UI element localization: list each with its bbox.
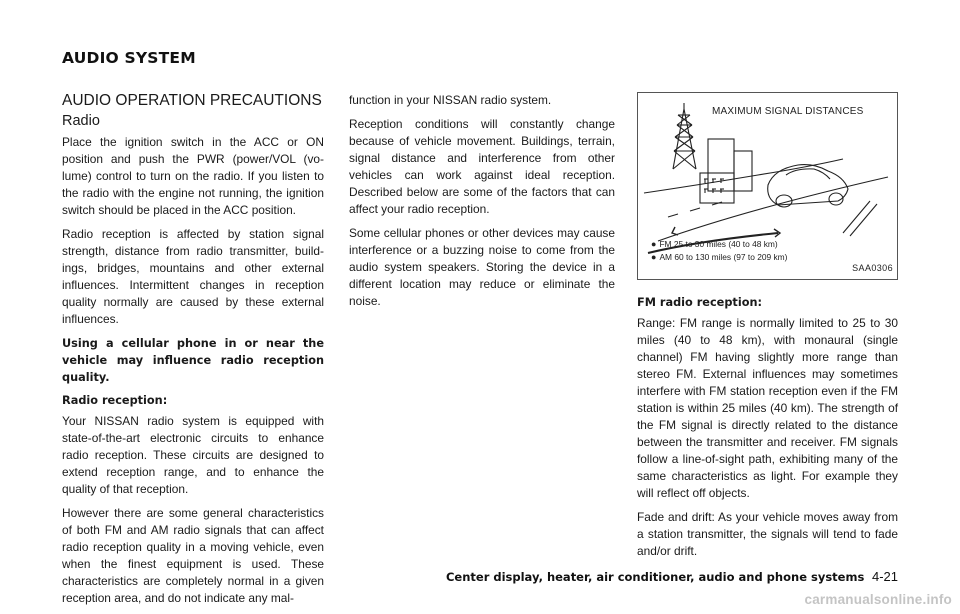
column-left — [62, 92, 324, 614]
page-footer — [446, 569, 898, 584]
cellular-warning: Using a cellular phone in or near the vehicle may influence radio reception quality. — [62, 337, 324, 384]
figure-code: SAA0306 — [852, 263, 893, 273]
am-range-note: ● AM 60 to 130 miles (97 to 209 km) — [651, 252, 788, 262]
section-title: AUDIO SYSTEM — [62, 49, 196, 67]
page-number: 4-21 — [871, 569, 898, 584]
buildings-icon — [700, 139, 752, 203]
fade-drift-paragraph: Fade and drift: As your vehicle moves away from a station transmitter, the signals will tend to fade and/or drift. — [637, 510, 898, 558]
characteristics-paragraph: However there are some general characteristics of both FM and AM radio signals that can affect radio reception quality in a moving vehicle, even when the finest equipment is used. These characteristics are completely normal in a given reception area, and do not indicate any mal- — [62, 506, 324, 605]
fm-range-paragraph: Range: FM range is normally limited to 25 to 30 miles (40 to 48 km), with monaural (single channel) FM having slightly more range than stereo FM. External influences may sometimes interfere with FM station reception even if the FM station is within 25 miles (40 km). The strength of the FM signal is directly related to the distance between the transmitter and receiver. FM signals follow a line-of-sight path, exhibiting many of the same characteristics as light. For example they will reflect off objects. — [637, 316, 898, 500]
reception-factors-paragraph: Radio reception is affected by station signal strength, distance from radio transmitter, build-ings, bridges, mountains and other external influences. Intermittent changes in reception quality normally are caused by these external influences. — [62, 227, 324, 326]
precautions-heading: AUDIO OPERATION PRECAUTIONS — [62, 92, 322, 109]
radio-reception-heading: Radio reception: — [62, 394, 168, 407]
column-right — [637, 92, 898, 567]
column-middle — [349, 92, 615, 317]
continued-paragraph: function in your NISSAN radio system. — [349, 93, 552, 107]
radio-tower-icon — [673, 103, 696, 169]
fm-range-note: ● FM 25 to 30 miles (40 to 48 km) — [651, 239, 778, 249]
fm-reception-heading: FM radio reception: — [637, 296, 763, 309]
signal-distance-figure — [637, 92, 898, 280]
bullet-icon: ● — [651, 252, 657, 262]
figure-title: MAXIMUM SIGNAL DISTANCES — [712, 106, 864, 117]
car-icon — [768, 165, 848, 207]
footer-chapter: Center display, heater, air conditioner, audio and phone systems — [445, 570, 865, 584]
bullet-icon: ● — [651, 239, 657, 249]
radio-subheading: Radio — [62, 113, 100, 129]
watermark: carmanualsonline.info — [804, 592, 952, 607]
conditions-paragraph: Reception conditions will constantly change because of vehicle movement. Buildings, terrain, signal distance and interference from other vehicles can work against ideal reception. Described below are some of the factors that can affect your radio reception. — [349, 117, 615, 216]
interference-paragraph: Some cellular phones or other devices may cause interference or a buzzing noise to come from the audio system speakers. Storing the device in a different location may reduce or eliminate the noise. — [349, 226, 615, 308]
circuits-paragraph: Your NISSAN radio system is equipped with state-of-the-art electronic circuits to enhance radio reception. These circuits are designed to extend reception range, and to enhance the quality of that reception. — [62, 414, 324, 496]
ignition-paragraph: Place the ignition switch in the ACC or ON position and push the PWR (power/VOL (vo-lume) control to turn on the radio. If you listen to the radio with the engine not running, the ignition switch should be placed in the ACC position. — [62, 135, 324, 217]
